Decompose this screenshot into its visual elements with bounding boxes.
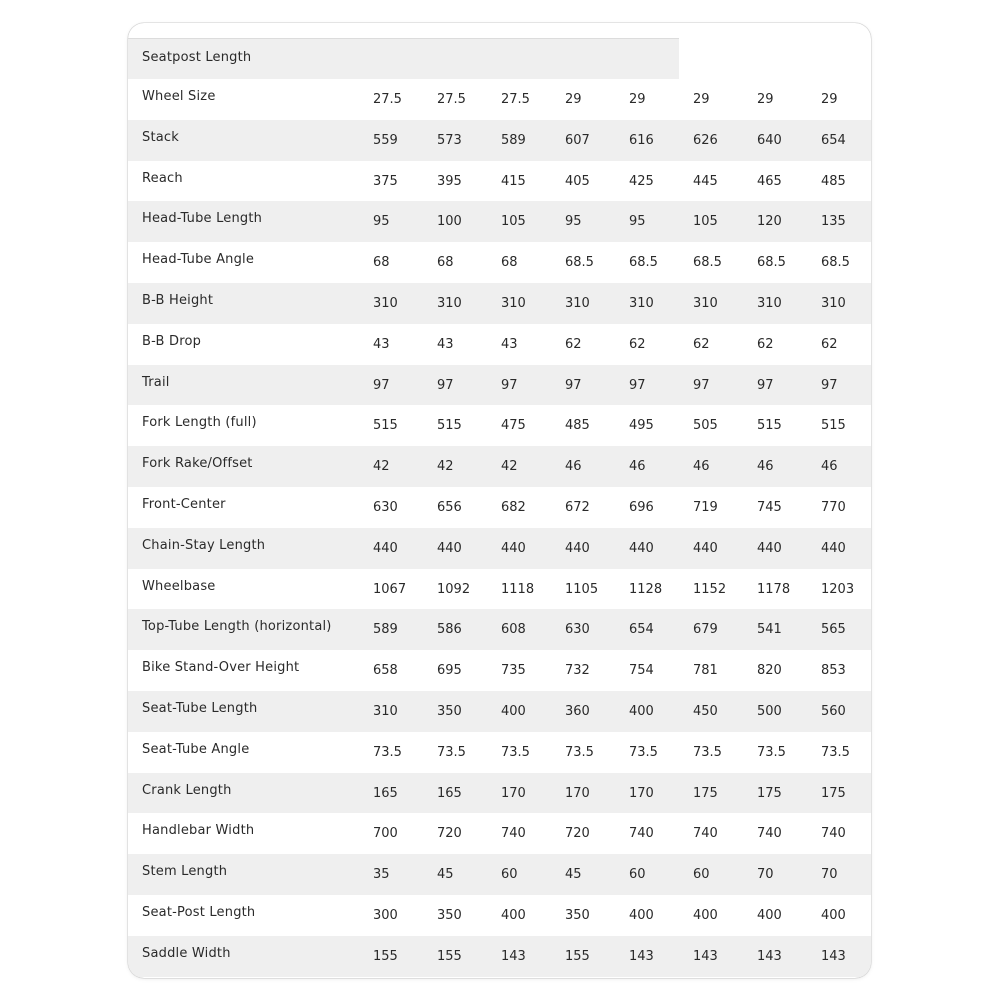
table-cell: 155 [373, 948, 398, 964]
table-cell: 395 [437, 173, 462, 189]
table-cell: 73.5 [821, 744, 850, 760]
row-label: Wheelbase [142, 578, 216, 594]
row-label: Trail [142, 374, 170, 390]
table-row [128, 405, 871, 446]
geometry-table-card [128, 23, 871, 978]
table-row [128, 283, 871, 324]
table-cell: 820 [757, 663, 782, 679]
table-cell: 630 [565, 622, 590, 638]
table-cell: 170 [629, 785, 654, 801]
table-cell: 440 [629, 540, 654, 556]
table-cell: 97 [629, 377, 646, 393]
table-cell: 175 [821, 785, 846, 801]
table-cell: 560 [821, 703, 846, 719]
table-cell: 400 [693, 907, 718, 923]
table-cell: 97 [373, 377, 390, 393]
table-cell: 400 [821, 907, 846, 923]
row-label: Bike Stand-Over Height [142, 660, 300, 676]
table-cell: 170 [501, 785, 526, 801]
table-cell: 740 [693, 826, 718, 842]
table-cell: 616 [629, 132, 654, 148]
table-cell: 1067 [373, 581, 407, 597]
table-cell: 62 [565, 336, 582, 352]
table-cell: 29 [821, 92, 838, 107]
table-cell: 97 [501, 377, 518, 393]
table-cell: 495 [629, 418, 654, 434]
table-cell: 143 [693, 948, 718, 964]
table-cell: 97 [821, 377, 838, 393]
table-cell: 45 [565, 867, 582, 883]
table-cell: 589 [501, 132, 526, 148]
table-cell: 375 [373, 173, 398, 189]
table-cell: 310 [501, 295, 526, 311]
table-cell: 450 [693, 703, 718, 719]
table-cell: 573 [437, 132, 462, 148]
table-cell: 155 [437, 948, 462, 964]
table-cell: 165 [437, 785, 462, 801]
table-cell: 740 [501, 826, 526, 842]
table-row [128, 813, 871, 854]
table-cell: 505 [693, 418, 718, 434]
table-cell: 46 [693, 459, 710, 475]
table-cell: 607 [565, 132, 590, 148]
table-cell: 27.5 [373, 92, 402, 107]
table-cell: 46 [629, 459, 646, 475]
geometry-table-body [128, 79, 871, 977]
row-label: Stack [142, 129, 179, 145]
table-cell: 350 [437, 907, 462, 923]
table-cell: 27.5 [437, 92, 466, 107]
table-row [128, 446, 871, 487]
table-cell: 1203 [821, 581, 855, 597]
table-cell: 589 [373, 622, 398, 638]
table-cell: 46 [821, 459, 838, 475]
table-cell: 515 [373, 418, 398, 434]
table-cell: 68 [501, 255, 518, 271]
table-row [128, 773, 871, 814]
table-cell: 45 [437, 867, 454, 883]
table-cell: 68.5 [757, 255, 786, 271]
table-cell: 1105 [565, 581, 599, 597]
table-cell: 440 [501, 540, 526, 556]
table-cell: 73.5 [693, 744, 722, 760]
table-cell: 1118 [501, 581, 535, 597]
row-label: Crank Length [142, 782, 232, 798]
table-cell: 658 [373, 663, 398, 679]
row-label: Seat-Tube Length [142, 700, 258, 716]
table-cell: 97 [437, 377, 454, 393]
table-cell: 732 [565, 663, 590, 679]
table-cell: 465 [757, 173, 782, 189]
table-row [128, 854, 871, 895]
table-cell: 440 [821, 540, 846, 556]
table-cell: 175 [757, 785, 782, 801]
table-cell: 770 [821, 499, 846, 515]
row-label: B-B Height [142, 292, 214, 308]
table-cell: 695 [437, 663, 462, 679]
row-label: Chain-Stay Length [142, 537, 266, 553]
table-cell: 62 [821, 336, 838, 352]
table-cell: 440 [757, 540, 782, 556]
table-cell: 654 [821, 132, 846, 148]
table-cell: 62 [757, 336, 774, 352]
table-cell: 143 [821, 948, 846, 964]
table-cell: 175 [693, 785, 718, 801]
table-cell: 100 [437, 214, 462, 230]
table-cell: 95 [629, 214, 646, 230]
table-cell: 754 [629, 663, 654, 679]
table-row [128, 487, 871, 528]
table-row [128, 609, 871, 650]
table-row [128, 242, 871, 283]
table-cell: 155 [565, 948, 590, 964]
table-cell: 630 [373, 499, 398, 515]
table-cell: 654 [629, 622, 654, 638]
row-label: Seat-Tube Angle [142, 741, 250, 757]
table-cell: 565 [821, 622, 846, 638]
table-cell: 400 [629, 703, 654, 719]
table-cell: 400 [501, 703, 526, 719]
table-row [128, 201, 871, 242]
table-cell: 60 [501, 867, 518, 883]
table-cell: 29 [757, 92, 774, 107]
table-cell: 62 [693, 336, 710, 352]
row-label: Handlebar Width [142, 823, 255, 839]
table-row [128, 732, 871, 773]
table-cell: 515 [821, 418, 846, 434]
table-header-row [128, 38, 679, 79]
table-cell: 440 [693, 540, 718, 556]
table-cell: 350 [437, 703, 462, 719]
table-cell: 415 [501, 173, 526, 189]
table-cell: 68 [437, 255, 454, 271]
table-cell: 719 [693, 499, 718, 515]
table-cell: 350 [565, 907, 590, 923]
table-cell: 105 [693, 214, 718, 230]
table-cell: 735 [501, 663, 526, 679]
table-cell: 745 [757, 499, 782, 515]
table-cell: 515 [757, 418, 782, 434]
table-cell: 310 [757, 295, 782, 311]
table-cell: 400 [629, 907, 654, 923]
table-cell: 68.5 [629, 255, 658, 271]
table-cell: 700 [373, 826, 398, 842]
row-label: Saddle Width [142, 945, 231, 961]
table-cell: 42 [501, 459, 518, 475]
row-label: Fork Length (full) [142, 415, 257, 431]
table-cell: 696 [629, 499, 654, 515]
table-cell: 781 [693, 663, 718, 679]
table-cell: 679 [693, 622, 718, 638]
table-cell: 35 [373, 867, 390, 883]
table-cell: 70 [821, 867, 838, 883]
table-cell: 485 [821, 173, 846, 189]
table-cell: 60 [629, 867, 646, 883]
table-cell: 73.5 [629, 744, 658, 760]
table-cell: 656 [437, 499, 462, 515]
table-row [128, 324, 871, 365]
table-row [128, 936, 871, 977]
table-cell: 515 [437, 418, 462, 434]
table-row [128, 691, 871, 732]
table-cell: 29 [629, 92, 646, 107]
table-cell: 440 [373, 540, 398, 556]
table-cell: 97 [693, 377, 710, 393]
table-cell: 46 [565, 459, 582, 475]
row-label: Head-Tube Length [142, 211, 263, 227]
table-cell: 43 [373, 336, 390, 352]
table-cell: 120 [757, 214, 782, 230]
row-label: Head-Tube Angle [142, 252, 255, 268]
table-cell: 97 [757, 377, 774, 393]
table-cell: 60 [693, 867, 710, 883]
table-row [128, 79, 871, 120]
table-cell: 720 [437, 826, 462, 842]
table-cell: 73.5 [373, 744, 402, 760]
table-cell: 500 [757, 703, 782, 719]
table-cell: 68 [373, 255, 390, 271]
table-cell: 853 [821, 663, 846, 679]
table-cell: 310 [565, 295, 590, 311]
table-cell: 1128 [629, 581, 663, 597]
table-cell: 586 [437, 622, 462, 638]
table-cell: 73.5 [757, 744, 786, 760]
table-cell: 310 [693, 295, 718, 311]
row-label: B-B Drop [142, 333, 202, 349]
table-cell: 170 [565, 785, 590, 801]
table-row [128, 365, 871, 406]
table-cell: 1152 [693, 581, 727, 597]
table-cell: 640 [757, 132, 782, 148]
table-cell: 425 [629, 173, 654, 189]
table-row [128, 120, 871, 161]
row-label: Top-Tube Length (horizontal) [142, 619, 332, 635]
table-cell: 445 [693, 173, 718, 189]
table-cell: 440 [565, 540, 590, 556]
table-cell: 46 [757, 459, 774, 475]
row-label: Stem Length [142, 864, 228, 880]
table-cell: 608 [501, 622, 526, 638]
table-cell: 143 [501, 948, 526, 964]
table-cell: 97 [565, 377, 582, 393]
row-label: Wheel Size [142, 89, 216, 104]
table-cell: 720 [565, 826, 590, 842]
table-cell: 68.5 [821, 255, 850, 271]
table-cell: 43 [501, 336, 518, 352]
table-cell: 135 [821, 214, 846, 230]
table-cell: 310 [821, 295, 846, 311]
table-cell: 485 [565, 418, 590, 434]
table-cell: 310 [437, 295, 462, 311]
header-label: Seatpost Length [142, 50, 252, 65]
table-cell: 42 [373, 459, 390, 475]
table-cell: 43 [437, 336, 454, 352]
table-cell: 672 [565, 499, 590, 515]
table-cell: 740 [757, 826, 782, 842]
table-cell: 1092 [437, 581, 471, 597]
table-cell: 95 [565, 214, 582, 230]
table-cell: 143 [629, 948, 654, 964]
table-cell: 310 [373, 295, 398, 311]
table-row [128, 161, 871, 202]
table-row [128, 650, 871, 691]
table-cell: 73.5 [565, 744, 594, 760]
row-label: Reach [142, 170, 183, 186]
table-cell: 29 [693, 92, 710, 107]
table-cell: 400 [501, 907, 526, 923]
table-cell: 740 [821, 826, 846, 842]
row-label: Seat-Post Length [142, 904, 256, 920]
table-cell: 626 [693, 132, 718, 148]
table-cell: 143 [757, 948, 782, 964]
table-cell: 310 [373, 703, 398, 719]
table-cell: 740 [629, 826, 654, 842]
table-cell: 300 [373, 907, 398, 923]
table-cell: 405 [565, 173, 590, 189]
table-cell: 42 [437, 459, 454, 475]
table-cell: 105 [501, 214, 526, 230]
table-cell: 95 [373, 214, 390, 230]
table-cell: 165 [373, 785, 398, 801]
table-cell: 73.5 [437, 744, 466, 760]
table-cell: 310 [629, 295, 654, 311]
table-row [128, 895, 871, 936]
table-cell: 400 [757, 907, 782, 923]
row-label: Front-Center [142, 496, 226, 512]
table-cell: 360 [565, 703, 590, 719]
table-cell: 70 [757, 867, 774, 883]
table-row [128, 528, 871, 569]
row-label: Fork Rake/Offset [142, 456, 253, 472]
table-cell: 29 [565, 92, 582, 107]
table-cell: 541 [757, 622, 782, 638]
table-cell: 68.5 [693, 255, 722, 271]
table-row [128, 569, 871, 610]
table-cell: 682 [501, 499, 526, 515]
table-cell: 27.5 [501, 92, 530, 107]
table-cell: 62 [629, 336, 646, 352]
table-cell: 559 [373, 132, 398, 148]
table-cell: 68.5 [565, 255, 594, 271]
table-cell: 475 [501, 418, 526, 434]
table-cell: 73.5 [501, 744, 530, 760]
table-cell: 440 [437, 540, 462, 556]
table-cell: 1178 [757, 581, 791, 597]
